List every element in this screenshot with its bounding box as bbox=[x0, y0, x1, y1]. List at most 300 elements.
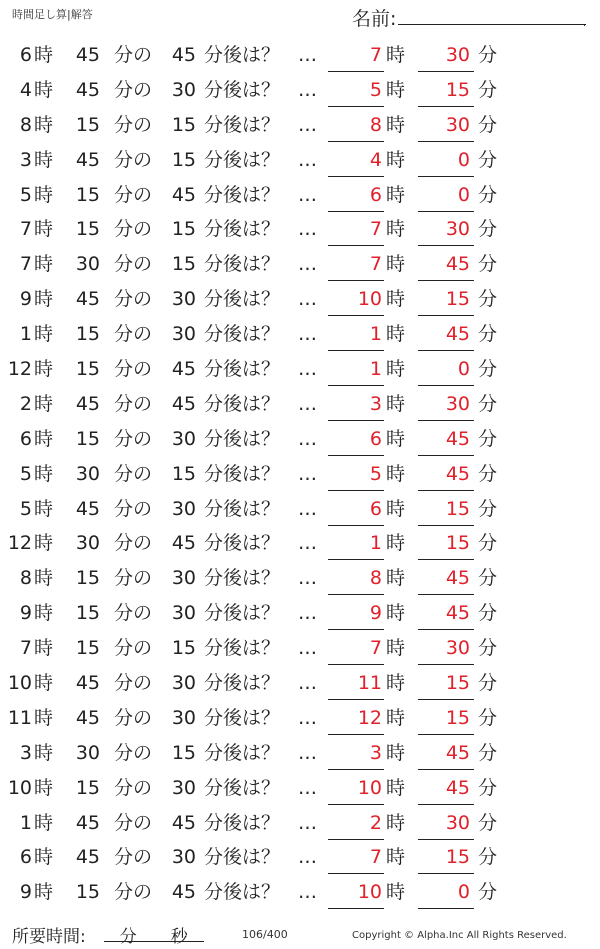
start-hour: 10 bbox=[7, 776, 32, 799]
minutes-later-label: 分後は？ bbox=[204, 567, 281, 590]
answer-hour-underline bbox=[328, 873, 384, 874]
start-minute: 15 bbox=[75, 776, 100, 799]
minute-of-label: 分の bbox=[114, 637, 153, 660]
answer-minute: 45 bbox=[445, 427, 470, 450]
answer-minute: 30 bbox=[445, 113, 470, 136]
time-required-underline bbox=[104, 941, 204, 942]
problem-row bbox=[0, 806, 600, 841]
start-hour: 5 bbox=[19, 462, 32, 485]
answer-hour-unit-label: 時 bbox=[386, 253, 406, 276]
time-required-label: 所要時間: 分 秒 bbox=[12, 927, 188, 947]
problem-row bbox=[0, 247, 600, 282]
ellipsis: … bbox=[298, 323, 317, 346]
ellipsis: … bbox=[298, 392, 317, 415]
answer-minute-unit-label: 分 bbox=[478, 462, 498, 485]
start-hour: 3 bbox=[19, 148, 32, 171]
answer-minute-underline bbox=[418, 420, 474, 421]
problem-row bbox=[0, 143, 600, 178]
answer-minute: 30 bbox=[445, 44, 470, 66]
ellipsis: … bbox=[298, 427, 317, 450]
added-minutes: 45 bbox=[171, 532, 196, 555]
minute-of-label: 分の bbox=[114, 358, 153, 381]
minutes-later-label: 分後は？ bbox=[204, 288, 281, 311]
answer-minute-underline bbox=[418, 629, 474, 630]
answer-hour: 7 bbox=[369, 637, 382, 660]
added-minutes: 45 bbox=[171, 811, 196, 834]
start-hour: 7 bbox=[19, 637, 32, 660]
copyright-notice: Copyright © Alpha.Inc All Rights Reserved. bbox=[352, 930, 567, 941]
answer-minute-underline bbox=[418, 141, 474, 142]
minutes-later-label: 分後は？ bbox=[204, 44, 281, 66]
start-hour: 6 bbox=[19, 846, 32, 869]
answer-hour-unit-label: 時 bbox=[386, 183, 406, 206]
minutes-later-label: 分後は？ bbox=[204, 881, 281, 904]
minutes-later-label: 分後は？ bbox=[204, 811, 281, 834]
minutes-later-label: 分後は？ bbox=[204, 148, 281, 171]
problem-list bbox=[0, 38, 600, 910]
answer-minute-underline bbox=[418, 769, 474, 770]
start-hour: 1 bbox=[19, 811, 32, 834]
start-hour: 7 bbox=[19, 218, 32, 241]
minute-of-label: 分の bbox=[114, 78, 153, 101]
answer-hour-unit-label: 時 bbox=[386, 881, 406, 904]
answer-minute-underline bbox=[418, 280, 474, 281]
start-minute: 30 bbox=[75, 462, 100, 485]
start-minute: 45 bbox=[75, 706, 100, 729]
added-minutes: 30 bbox=[171, 672, 196, 695]
ellipsis: … bbox=[298, 776, 317, 799]
answer-hour: 12 bbox=[357, 706, 382, 729]
answer-hour-unit-label: 時 bbox=[386, 497, 406, 520]
problem-row bbox=[0, 596, 600, 631]
ellipsis: … bbox=[298, 672, 317, 695]
answer-minute-unit-label: 分 bbox=[478, 148, 498, 171]
answer-minute: 45 bbox=[445, 462, 470, 485]
answer-hour: 8 bbox=[369, 113, 382, 136]
answer-minute-unit-label: 分 bbox=[478, 113, 498, 136]
problem-row bbox=[0, 666, 600, 701]
minute-of-label: 分の bbox=[114, 672, 153, 695]
answer-minute: 0 bbox=[457, 183, 470, 206]
start-minute: 45 bbox=[75, 672, 100, 695]
problem-row bbox=[0, 317, 600, 352]
minute-of-label: 分の bbox=[114, 462, 153, 485]
minutes-later-label: 分後は？ bbox=[204, 776, 281, 799]
answer-minute-unit-label: 分 bbox=[478, 881, 498, 904]
minutes-later-label: 分後は？ bbox=[204, 846, 281, 869]
minutes-later-label: 分後は？ bbox=[204, 218, 281, 241]
added-minutes: 30 bbox=[171, 78, 196, 101]
ellipsis: … bbox=[298, 44, 317, 66]
answer-minute-underline bbox=[418, 350, 474, 351]
minute-of-label: 分の bbox=[114, 881, 153, 904]
start-hour: 6 bbox=[19, 44, 32, 66]
minutes-later-label: 分後は？ bbox=[204, 532, 281, 555]
answer-minute: 15 bbox=[445, 78, 470, 101]
ellipsis: … bbox=[298, 881, 317, 904]
answer-minute-underline bbox=[418, 908, 474, 909]
answer-minute: 0 bbox=[457, 358, 470, 381]
answer-minute-underline bbox=[418, 804, 474, 805]
ellipsis: … bbox=[298, 183, 317, 206]
answer-minute-underline bbox=[418, 734, 474, 735]
answer-hour: 9 bbox=[369, 602, 382, 625]
hour-unit-label: 時 bbox=[34, 148, 54, 171]
answer-minute: 15 bbox=[445, 706, 470, 729]
ellipsis: … bbox=[298, 253, 317, 276]
answer-hour-unit-label: 時 bbox=[386, 602, 406, 625]
problem-row bbox=[0, 352, 600, 387]
minutes-later-label: 分後は？ bbox=[204, 78, 281, 101]
added-minutes: 15 bbox=[171, 218, 196, 241]
hour-unit-label: 時 bbox=[34, 567, 54, 590]
answer-hour-underline bbox=[328, 490, 384, 491]
minutes-later-label: 分後は？ bbox=[204, 462, 281, 485]
minute-of-label: 分の bbox=[114, 44, 153, 66]
start-minute: 45 bbox=[75, 44, 100, 66]
name-underline bbox=[398, 24, 586, 25]
answer-minute: 15 bbox=[445, 532, 470, 555]
answer-hour-unit-label: 時 bbox=[386, 776, 406, 799]
answer-hour: 1 bbox=[369, 358, 382, 381]
start-minute: 15 bbox=[75, 218, 100, 241]
minute-of-label: 分の bbox=[114, 776, 153, 799]
worksheet-title: 時間足し算|解答 bbox=[12, 8, 93, 21]
answer-hour-underline bbox=[328, 315, 384, 316]
answer-minute-underline bbox=[418, 106, 474, 107]
answer-minute-underline bbox=[418, 594, 474, 595]
start-hour: 7 bbox=[19, 253, 32, 276]
answer-hour-unit-label: 時 bbox=[386, 846, 406, 869]
answer-minute-unit-label: 分 bbox=[478, 497, 498, 520]
answer-hour-underline bbox=[328, 350, 384, 351]
answer-hour-underline bbox=[328, 734, 384, 735]
added-minutes: 30 bbox=[171, 846, 196, 869]
problem-row bbox=[0, 108, 600, 143]
added-minutes: 30 bbox=[171, 288, 196, 311]
start-minute: 15 bbox=[75, 323, 100, 346]
minutes-later-label: 分後は？ bbox=[204, 113, 281, 136]
hour-unit-label: 時 bbox=[34, 637, 54, 660]
added-minutes: 30 bbox=[171, 427, 196, 450]
answer-minute-unit-label: 分 bbox=[478, 672, 498, 695]
start-hour: 10 bbox=[7, 672, 32, 695]
ellipsis: … bbox=[298, 637, 317, 660]
minutes-later-label: 分後は？ bbox=[204, 358, 281, 381]
minute-of-label: 分の bbox=[114, 497, 153, 520]
hour-unit-label: 時 bbox=[34, 811, 54, 834]
hour-unit-label: 時 bbox=[34, 462, 54, 485]
answer-hour-underline bbox=[328, 176, 384, 177]
hour-unit-label: 時 bbox=[34, 218, 54, 241]
hour-unit-label: 時 bbox=[34, 113, 54, 136]
ellipsis: … bbox=[298, 497, 317, 520]
answer-hour: 7 bbox=[369, 44, 382, 66]
minutes-later-label: 分後は？ bbox=[204, 427, 281, 450]
minutes-later-label: 分後は？ bbox=[204, 637, 281, 660]
answer-hour: 2 bbox=[369, 811, 382, 834]
hour-unit-label: 時 bbox=[34, 427, 54, 450]
answer-minute-underline bbox=[418, 211, 474, 212]
answer-hour: 3 bbox=[369, 392, 382, 415]
answer-minute-unit-label: 分 bbox=[478, 288, 498, 311]
answer-hour: 10 bbox=[357, 776, 382, 799]
added-minutes: 30 bbox=[171, 323, 196, 346]
answer-minute-underline bbox=[418, 699, 474, 700]
answer-hour: 4 bbox=[369, 148, 382, 171]
hour-unit-label: 時 bbox=[34, 672, 54, 695]
answer-hour-underline bbox=[328, 245, 384, 246]
answer-minute-underline bbox=[418, 385, 474, 386]
problem-row bbox=[0, 387, 600, 422]
answer-minute-unit-label: 分 bbox=[478, 392, 498, 415]
answer-hour-unit-label: 時 bbox=[386, 392, 406, 415]
minutes-later-label: 分後は？ bbox=[204, 672, 281, 695]
answer-hour-underline bbox=[328, 629, 384, 630]
added-minutes: 15 bbox=[171, 148, 196, 171]
hour-unit-label: 時 bbox=[34, 358, 54, 381]
minute-of-label: 分の bbox=[114, 427, 153, 450]
start-hour: 5 bbox=[19, 183, 32, 206]
answer-hour: 10 bbox=[357, 881, 382, 904]
answer-hour: 1 bbox=[369, 532, 382, 555]
answer-hour-underline bbox=[328, 106, 384, 107]
answer-hour-unit-label: 時 bbox=[386, 741, 406, 764]
answer-hour-underline bbox=[328, 525, 384, 526]
answer-hour-underline bbox=[328, 908, 384, 909]
ellipsis: … bbox=[298, 358, 317, 381]
hour-unit-label: 時 bbox=[34, 602, 54, 625]
hour-unit-label: 時 bbox=[34, 183, 54, 206]
answer-hour: 6 bbox=[369, 427, 382, 450]
minutes-later-label: 分後は？ bbox=[204, 706, 281, 729]
answer-minute-unit-label: 分 bbox=[478, 776, 498, 799]
answer-hour-unit-label: 時 bbox=[386, 44, 406, 66]
start-minute: 45 bbox=[75, 148, 100, 171]
answer-minute: 45 bbox=[445, 323, 470, 346]
start-minute: 30 bbox=[75, 532, 100, 555]
answer-minute: 30 bbox=[445, 218, 470, 241]
ellipsis: … bbox=[298, 602, 317, 625]
answer-hour-underline bbox=[328, 280, 384, 281]
answer-minute-unit-label: 分 bbox=[478, 358, 498, 381]
hour-unit-label: 時 bbox=[34, 532, 54, 555]
added-minutes: 30 bbox=[171, 567, 196, 590]
minutes-later-label: 分後は？ bbox=[204, 323, 281, 346]
answer-hour: 3 bbox=[369, 741, 382, 764]
hour-unit-label: 時 bbox=[34, 497, 54, 520]
hour-unit-label: 時 bbox=[34, 323, 54, 346]
start-hour: 2 bbox=[19, 392, 32, 415]
added-minutes: 45 bbox=[171, 183, 196, 206]
answer-minute-unit-label: 分 bbox=[478, 741, 498, 764]
start-minute: 15 bbox=[75, 358, 100, 381]
minutes-later-label: 分後は？ bbox=[204, 602, 281, 625]
hour-unit-label: 時 bbox=[34, 706, 54, 729]
answer-minute-underline bbox=[418, 71, 474, 72]
answer-minute-underline bbox=[418, 245, 474, 246]
minute-of-label: 分の bbox=[114, 846, 153, 869]
start-minute: 15 bbox=[75, 567, 100, 590]
problem-row bbox=[0, 282, 600, 317]
start-hour: 8 bbox=[19, 113, 32, 136]
answer-minute-unit-label: 分 bbox=[478, 602, 498, 625]
start-hour: 3 bbox=[19, 741, 32, 764]
minute-of-label: 分の bbox=[114, 253, 153, 276]
hour-unit-label: 時 bbox=[34, 776, 54, 799]
answer-minute-underline bbox=[418, 490, 474, 491]
answer-hour-unit-label: 時 bbox=[386, 567, 406, 590]
added-minutes: 30 bbox=[171, 602, 196, 625]
answer-minute: 0 bbox=[457, 148, 470, 171]
problem-row bbox=[0, 840, 600, 875]
ellipsis: … bbox=[298, 78, 317, 101]
answer-hour-underline bbox=[328, 211, 384, 212]
answer-minute-unit-label: 分 bbox=[478, 706, 498, 729]
hour-unit-label: 時 bbox=[34, 881, 54, 904]
added-minutes: 15 bbox=[171, 637, 196, 660]
start-hour: 4 bbox=[19, 78, 32, 101]
minutes-later-label: 分後は？ bbox=[204, 741, 281, 764]
answer-minute-unit-label: 分 bbox=[478, 846, 498, 869]
minute-of-label: 分の bbox=[114, 567, 153, 590]
added-minutes: 45 bbox=[171, 392, 196, 415]
start-minute: 15 bbox=[75, 113, 100, 136]
answer-minute: 30 bbox=[445, 637, 470, 660]
start-hour: 8 bbox=[19, 567, 32, 590]
start-minute: 15 bbox=[75, 637, 100, 660]
answer-minute: 30 bbox=[445, 392, 470, 415]
start-minute: 15 bbox=[75, 881, 100, 904]
start-minute: 45 bbox=[75, 392, 100, 415]
minute-of-label: 分の bbox=[114, 811, 153, 834]
answer-hour-unit-label: 時 bbox=[386, 358, 406, 381]
answer-minute: 15 bbox=[445, 497, 470, 520]
start-minute: 30 bbox=[75, 741, 100, 764]
minute-of-label: 分の bbox=[114, 218, 153, 241]
answer-hour: 6 bbox=[369, 497, 382, 520]
answer-minute-unit-label: 分 bbox=[478, 532, 498, 555]
answer-hour: 6 bbox=[369, 183, 382, 206]
answer-hour-unit-label: 時 bbox=[386, 113, 406, 136]
hour-unit-label: 時 bbox=[34, 78, 54, 101]
answer-hour: 8 bbox=[369, 567, 382, 590]
problem-row bbox=[0, 736, 600, 771]
ellipsis: … bbox=[298, 811, 317, 834]
answer-minute-unit-label: 分 bbox=[478, 218, 498, 241]
minute-of-label: 分の bbox=[114, 741, 153, 764]
problem-row bbox=[0, 422, 600, 457]
minute-of-label: 分の bbox=[114, 392, 153, 415]
ellipsis: … bbox=[298, 532, 317, 555]
problem-row bbox=[0, 771, 600, 806]
answer-hour-underline bbox=[328, 455, 384, 456]
answer-minute: 45 bbox=[445, 253, 470, 276]
start-minute: 15 bbox=[75, 427, 100, 450]
start-hour: 1 bbox=[19, 323, 32, 346]
ellipsis: … bbox=[298, 288, 317, 311]
minute-of-label: 分の bbox=[114, 288, 153, 311]
minutes-later-label: 分後は？ bbox=[204, 497, 281, 520]
answer-hour-unit-label: 時 bbox=[386, 706, 406, 729]
name-dot: . bbox=[583, 18, 587, 29]
answer-minute: 45 bbox=[445, 602, 470, 625]
answer-minute-underline bbox=[418, 176, 474, 177]
answer-hour-underline bbox=[328, 71, 384, 72]
problem-row bbox=[0, 631, 600, 666]
problem-row bbox=[0, 701, 600, 736]
minute-of-label: 分の bbox=[114, 532, 153, 555]
answer-hour-unit-label: 時 bbox=[386, 462, 406, 485]
minute-of-label: 分の bbox=[114, 323, 153, 346]
answer-minute: 15 bbox=[445, 288, 470, 311]
added-minutes: 30 bbox=[171, 776, 196, 799]
minutes-later-label: 分後は？ bbox=[204, 392, 281, 415]
start-minute: 30 bbox=[75, 253, 100, 276]
answer-hour-unit-label: 時 bbox=[386, 637, 406, 660]
answer-minute: 45 bbox=[445, 776, 470, 799]
answer-hour: 7 bbox=[369, 218, 382, 241]
hour-unit-label: 時 bbox=[34, 392, 54, 415]
answer-hour-unit-label: 時 bbox=[386, 148, 406, 171]
added-minutes: 15 bbox=[171, 741, 196, 764]
start-hour: 12 bbox=[7, 358, 32, 381]
ellipsis: … bbox=[298, 567, 317, 590]
answer-hour: 5 bbox=[369, 462, 382, 485]
added-minutes: 45 bbox=[171, 44, 196, 66]
added-minutes: 45 bbox=[171, 881, 196, 904]
answer-minute-unit-label: 分 bbox=[478, 44, 498, 66]
answer-minute-unit-label: 分 bbox=[478, 78, 498, 101]
answer-hour: 5 bbox=[369, 78, 382, 101]
problem-row bbox=[0, 875, 600, 910]
answer-minute-underline bbox=[418, 559, 474, 560]
problem-row bbox=[0, 38, 600, 73]
answer-minute-underline bbox=[418, 664, 474, 665]
answer-hour-unit-label: 時 bbox=[386, 218, 406, 241]
start-minute: 45 bbox=[75, 78, 100, 101]
answer-hour: 1 bbox=[369, 323, 382, 346]
answer-hour-underline bbox=[328, 141, 384, 142]
answer-hour-underline bbox=[328, 804, 384, 805]
minute-of-label: 分の bbox=[114, 602, 153, 625]
answer-minute: 45 bbox=[445, 741, 470, 764]
start-hour: 11 bbox=[7, 706, 32, 729]
start-minute: 45 bbox=[75, 497, 100, 520]
answer-hour-underline bbox=[328, 594, 384, 595]
answer-hour-underline bbox=[328, 385, 384, 386]
hour-unit-label: 時 bbox=[34, 44, 54, 66]
answer-hour: 7 bbox=[369, 253, 382, 276]
start-minute: 45 bbox=[75, 288, 100, 311]
ellipsis: … bbox=[298, 113, 317, 136]
added-minutes: 45 bbox=[171, 358, 196, 381]
answer-hour-unit-label: 時 bbox=[386, 672, 406, 695]
ellipsis: … bbox=[298, 148, 317, 171]
answer-hour: 10 bbox=[357, 288, 382, 311]
answer-minute: 15 bbox=[445, 846, 470, 869]
hour-unit-label: 時 bbox=[34, 741, 54, 764]
answer-minute: 0 bbox=[457, 881, 470, 904]
answer-minute-unit-label: 分 bbox=[478, 323, 498, 346]
ellipsis: … bbox=[298, 706, 317, 729]
answer-minute-underline bbox=[418, 525, 474, 526]
answer-hour: 11 bbox=[357, 672, 382, 695]
answer-hour-underline bbox=[328, 559, 384, 560]
ellipsis: … bbox=[298, 218, 317, 241]
answer-minute-unit-label: 分 bbox=[478, 567, 498, 590]
answer-minute-underline bbox=[418, 455, 474, 456]
